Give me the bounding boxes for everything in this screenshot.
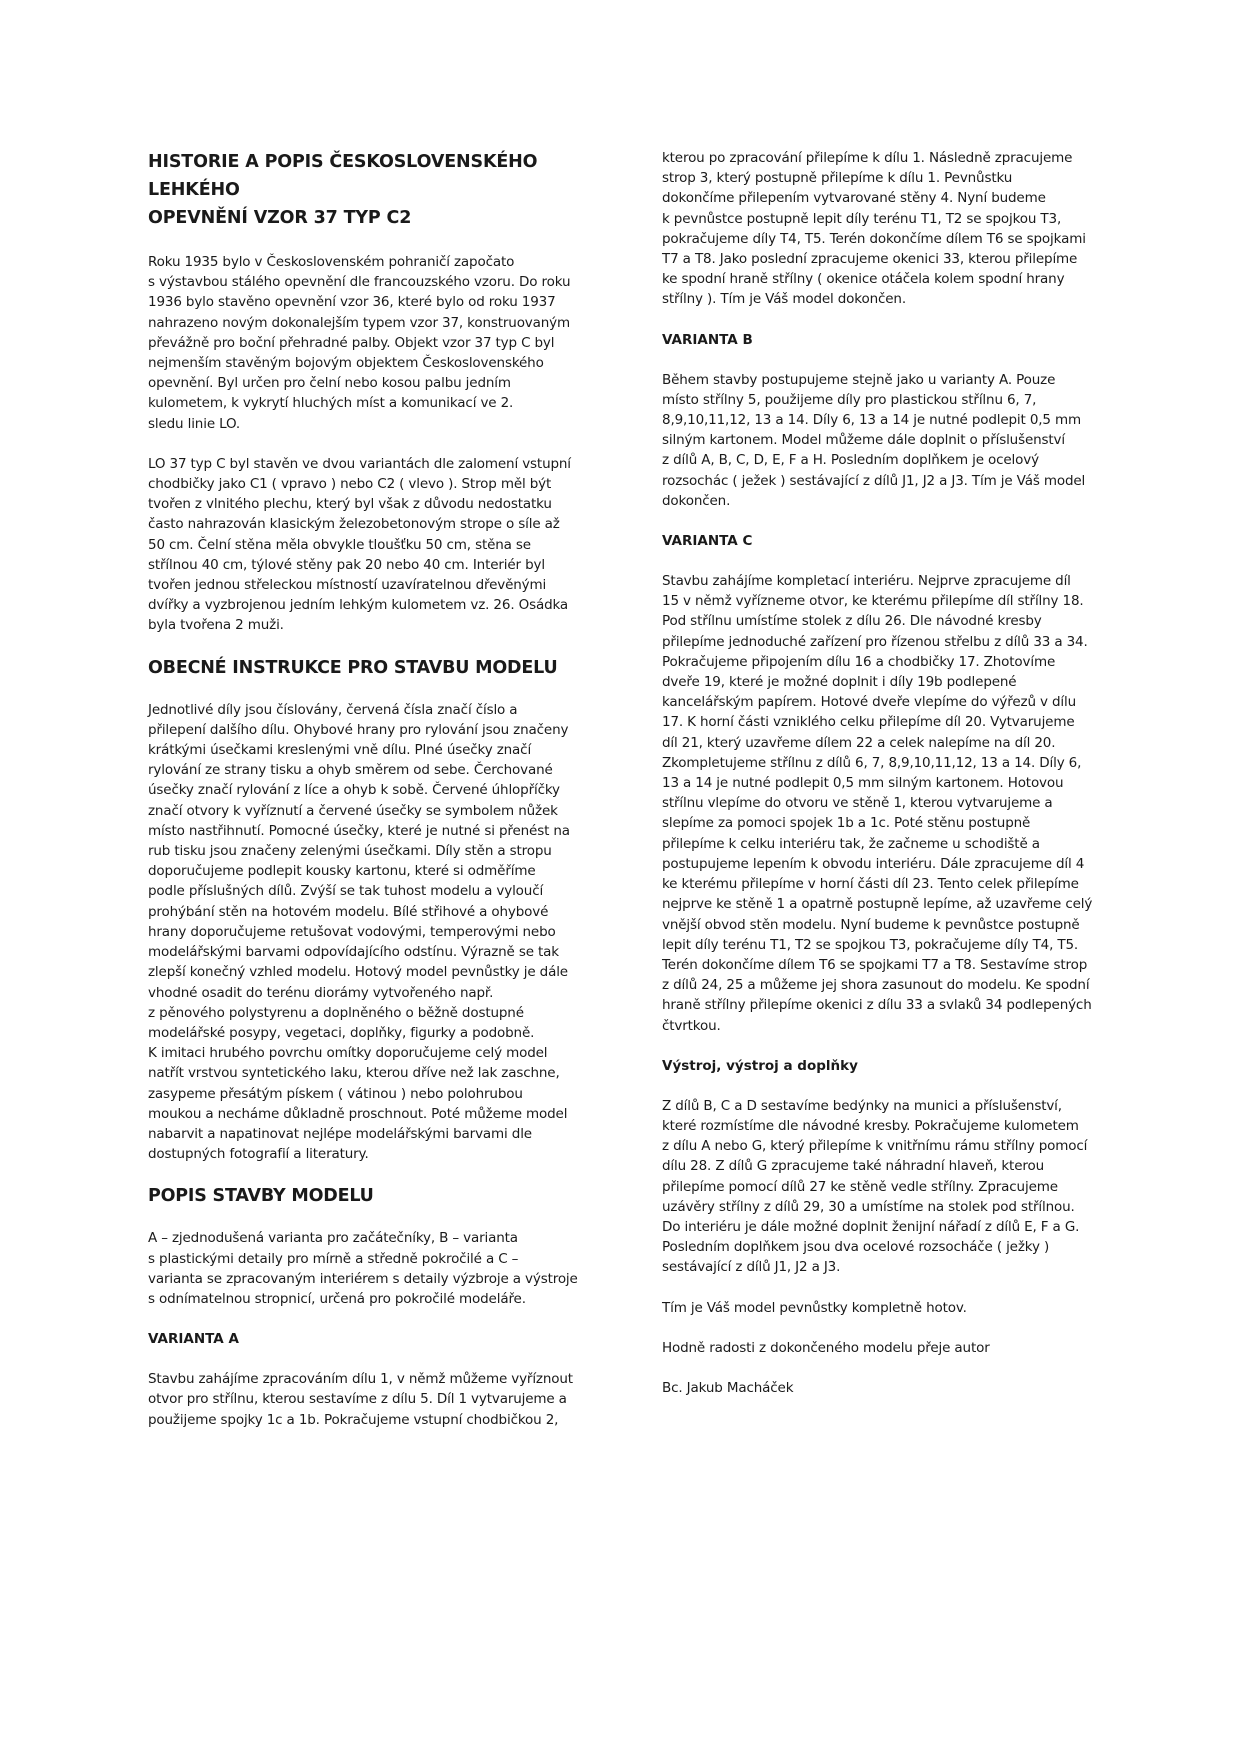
variant-c-paragraph: Stavbu zahájíme kompletací interiéru. Nejprve zpracujeme díl 15 v němž vyřízneme otvor, ke kterému přilepíme díl střílny 18. Pod střílnu umístíme stolek z dílu 26. Dle návodné kresby přilepíme jednoduché zařízení pro řízenou střelbu z dílů 33 a 34. Pokračujeme připojením dílu 16 a chodbičky 17. Zhotovíme dveře 19, které je možné doplnit i díly 19b podlepené kancelářským papírem. Hotové dveře vlepíme do výřezů v dílu 17. K horní části vzniklého celku přilepíme díl 20. Vytvarujeme díl 21, který uzavřeme dílem 22 a celek nalepíme na díl 20. Zkompletujeme střílnu z dílů 6, 7, 8,9,10,11,12, 13 a 14. Díly 6, 13 a 14 je nutné podlepit 0,5 mm silným kartonem. Hotovou střílnu vlepíme do otvoru ve stěně 1, kterou vytvarujeme a slepíme za pomoci spojek 1b a 1c. Poté stěnu postupně přilepíme k celku interiéru tak, že začneme u schodiště a postupujeme lepením k obvodu interiéru. Dále zpracujeme díl 4 ke kterému přilepíme v horní části díl 23. Tento celek přilepíme nejprve ke stěně 1 a opatrně postupně lepíme, až uzavřeme celý vnější obvod stěn modelu. Nyní budeme k pevnůstce postupně lepit díly terénu T1, T2 se spojkou T3, pokračujeme díly T4, T5. Terén dokončíme dílem T6 se spojkami T7 a T8. Sestavíme strop z dílů 24, 25 a můžeme jej shora zasunout do modelu. Ke spodní hraně střílny přilepíme okenici z dílu 33 a svlaků 34 podlepených čtvrtkou. bbox=[662, 573, 1093, 1034]
variant-a-heading: VARIANTA A bbox=[148, 1331, 239, 1348]
general-instructions-heading: OBECNÉ INSTRUKCE PRO STAVBU MODELU bbox=[148, 657, 558, 678]
variant-c-heading: VARIANTA C bbox=[662, 533, 753, 550]
author-signature: Bc. Jakub Macháček bbox=[662, 1379, 794, 1396]
variant-a-paragraph: Stavbu zahájíme zpracováním dílu 1, v němž můžeme vyříznout otvor pro střílnu, kterou sestavíme z dílu 5. Díl 1 vytvarujeme a použijeme spojky 1c a 1b. Pokračujeme vstupní chodbičkou 2, bbox=[148, 1371, 573, 1428]
variant-a-paragraph-continued: kterou po zpracování přilepíme k dílu 1. Následně zpracujeme strop 3, který postupně přilepíme k dílu 1. Pevnůstku dokončíme přilepením vytvarované stěny 4. Nyní budeme k pevnůstce postupně lepit díly terénu T1, T2 se spojkou T3, pokračujeme díly T4, T5. Terén dokončíme dílem T6 se spojkami T7 a T8. Jako poslední zpracujeme okenici 33, kterou přilepíme ke spodní hraně střílny ( okenice otáčela kolem spodní hrany střílny ). Tím je Váš model dokončen. bbox=[662, 150, 1086, 308]
history-paragraph-2: LO 37 typ C byl stavěn ve dvou variantách dle zalomení vstupní chodbičky jako C1 ( vpravo ) nebo C2 ( vlevo ). Strop měl být tvořen z vlnitého plechu, který byl však z důvodu nedostatku často nahrazován klasickým železobetonovým strope o síle až 50 cm. Čelní stěna měla obvykle tloušťku 50 cm, stěna se střílnou 40 cm, týlové stěny pak 20 nebo 40 cm. Interiér byl tvořen jednou střeleckou místností uzavíratelnou dřevěnými dvířky a vyzbrojenou jedním lehkým kulometem vz. 26. Osádka byla tvořena 2 muži. bbox=[148, 455, 571, 634]
equipment-heading: Výstroj, výstroj a doplňky bbox=[662, 1057, 858, 1074]
left-column bbox=[148, 148, 588, 1450]
closing-wish: Hodně radosti z dokončeného modelu přeje autor bbox=[662, 1339, 990, 1356]
equipment-paragraph: Z dílů B, C a D sestavíme bedýnky na munici a příslušenství, které rozmístíme dle návodné kresby. Pokračujeme kulometem z dílu A nebo G, který přilepíme k vnitřnímu rámu střílny pomocí dílu 28. Z dílů G zpracujeme také náhradní hlaveň, kterou přilepíme pomocí dílů 27 ke stěně vedle střílny. Zpracujeme uzávěry střílny z dílů 29, 30 a umístíme na stolek pod střílnou. Do interiéru je dále možné doplnit ženijní nářadí z dílů E, F a G. Posledním doplňkem jsou dva ocelové rozsocháče ( ježky ) sestávající z dílů J1, J2 a J3. bbox=[662, 1097, 1088, 1276]
variant-b-paragraph: Během stavby postupujeme stejně jako u varianty A. Pouze místo střílny 5, použijeme díly pro plastickou střílnu 6, 7, 8,9,10,11,12, 13 a 14. Díly 6, 13 a 14 je nutné podlepit 0,5 mm silným kartonem. Model můžeme dále doplnit o příslušenství z dílů A, B, C, D, E, F a H. Posledním doplňkem je ocelový rozsochác ( ježek ) sestávající z dílů J1, J2 a J3. Tím je Váš model dokončen. bbox=[662, 371, 1086, 509]
history-paragraph-1: Roku 1935 bylo v Československém pohraničí započato s výstavbou stálého opevnění dle francouzského vzoru. Do roku 1936 bylo stavěno opevnění vzor 36, které bylo od roku 1937 nahrazeno novým dokonalejším typem vzor 37, konstruovaným převážně pro boční přehradné palby. Objekt vzor 37 typ C byl nejmenším stavěným bojovým objektem Československého opevnění. Byl určen pro čelní nebo kosou palbu jedním kulometem, k vykrytí hluchých míst a komunikací ve 2. sledu linie LO. bbox=[148, 254, 571, 432]
model-description-heading: POPIS STAVBY MODELU bbox=[148, 1186, 374, 1207]
document-title: HISTORIE A POPIS ČESKOSLOVENSKÉHO LEHKÉHO OPEVNĚNÍ VZOR 37 TYP C2 bbox=[148, 152, 538, 228]
right-column bbox=[662, 148, 1102, 1418]
variant-b-heading: VARIANTA B bbox=[662, 331, 753, 348]
general-instructions-paragraph: Jednotlivé díly jsou číslovány, červená čísla značí číslo a přilepení dalšího dílu. Ohybové hrany pro rylování jsou značeny krátkými úsečkami kreslenými vně dílu. Plné úsečky značí rylování ze strany tisku a ohyb směrem od sebe. Čerchované úsečky značí rylování z líce a ohyb k sobě. Červené úhlopříčky značí otvory k vyříznutí a červené úsečky se symbolem nůžek místo nastřihnutí. Pomocné úsečky, které je nutné si přenést na rub tisku jsou značeny zelenými úsečkami. Díly stěn a stropu doporučujeme podlepit kousky kartonu, které si odměříme podle příslušných dílů. Zvýší se tak tuhost modelu a vyloučí prohýbání stěn na hotovém modelu. Bílé střihové a ohybové hrany doporučujeme retušovat vodovými, temperovými nebo modelářskými barvami odpovídajícího odstínu. Výrazně se tak zlepší konečný vzhled modelu. Hotový model pevnůstky je dále vhodné osadit do terénu diorámy vytvořeného např. z pěnového polystyrenu a doplněného o běžně dostupné modelářské posypy, vegetaci, doplňky, figurky a podobně. K imitaci hrubého povrchu omítky doporučujeme celý model natřít vrstvou syntetického laku, kterou dříve než lak zaschne, zasypeme přesátým pískem ( vátinou ) nebo polohrubou moukou a necháme důkladně proschnout. Poté můžeme model nabarvit a napatinovat nejlépe modelářskými barvami dle dostupných fotografií a literatury. bbox=[148, 701, 570, 1163]
completion-note: Tím je Váš model pevnůstky kompletně hotov. bbox=[662, 1299, 967, 1316]
model-description-paragraph: A – zjednodušená varianta pro začátečníky, B – varianta s plastickými detaily pro mírně a středně pokročilé a C – varianta se zpracovaným interiérem s detaily výzbroje a výstroje s odnímatelnou stropnicí, určená pro pokročilé modeláře. bbox=[148, 1230, 578, 1307]
